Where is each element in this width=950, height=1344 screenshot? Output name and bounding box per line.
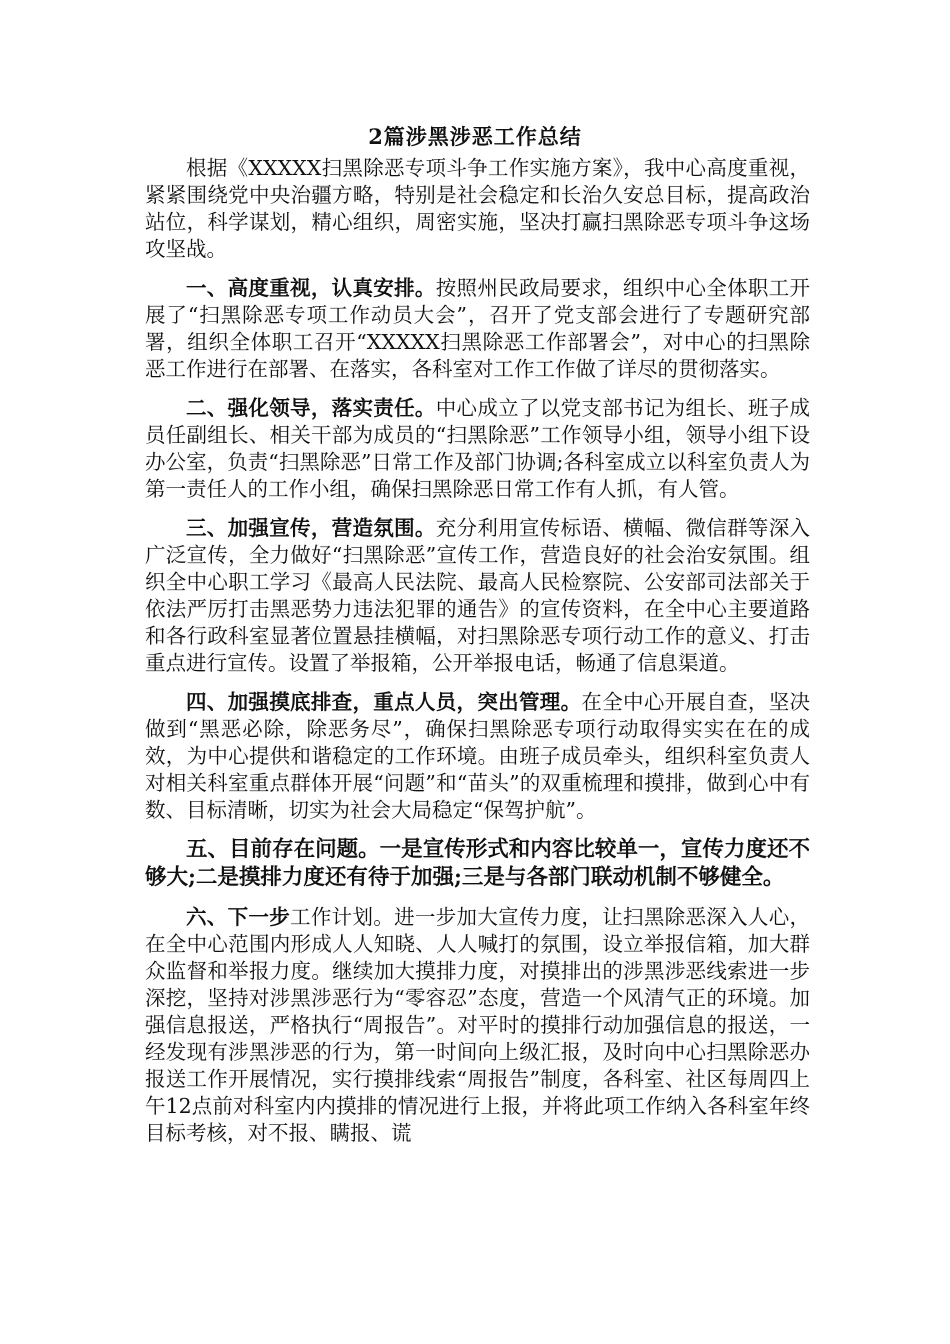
section-6-text: 工作计划。进一步加大宣传力度，让扫黑除恶深入人心，在全中心范围内形成人人知晓、人人喊打的氛围，设立举报信箱，加大群众监督和举报力度。继续加大摸排力度，对摸排出的涉黑涉恶线索进一步深挖，坚持对涉黑涉恶行为“零容忍”态度，营造一个风清气正的环境。加强信息报送，严格执行“周报告”。对平时的摸排行动加强信息的报送，一经发现有涉黑涉恶的行为，第一时间向上级汇报，及时向中心扫黑除恶办报送工作开展情况，实行摸排线索“周报告”制度，各科室、社区每周四上午12点前对科室内内摸排的情况进行上报，并将此项工作纳入各科室年终目标考核，对不报、瞒报、谎 [145,905,811,1145]
section-1-text: 按照州民政局要求，组织中心全体职工开展了“扫黑除恶专项工作动员大会”，召开了党支部会进行了专题研究部署，组织全体职工召开“XXXXX扫黑除恶工作部署会”，对中心的扫黑除恶工作进行在部署、在落实，各科室对工作工作做了详尽的贯彻落实。 [145,276,811,381]
section-2-paragraph [145,395,810,503]
document-title: 2篇涉黑涉恶工作总结 [368,124,582,149]
section-1-heading: 一、高度重视，认真安排。 [186,276,436,300]
section-3-text: 充分利用宣传标语、横幅、微信群等深入广泛宣传，全力做好“扫黑除恶”宣传工作，营造良好的社会治安氛围。组织全中心职工学习《最高人民法院、最高人民检察院、公安部司法部关于依法严厉打击黑恶势力违法犯罪的通告》的宣传资料，在全中心主要道路和各行政科室显著位置悬挂横幅，对扫黑除恶专项行动工作的意义、打击重点进行宣传。设置了举报箱，公开举报电话，畅通了信息渠道。 [145,516,811,675]
section-3-paragraph [145,515,810,677]
section-5-paragraph [145,836,810,892]
section-5-heading: 五、目前存在问题。 [186,837,380,862]
section-6-heading: 六、下一步 [186,905,291,929]
section-3-heading: 三、加强宣传，营造氛围。 [186,516,436,540]
section-6-paragraph [145,904,810,1147]
section-5-text: 一是宣传形式和内容比较单一，宣传力度还不够大;二是摸排力度还有待于加强;三是与各部门联动机制不够健全。 [145,837,810,890]
intro-paragraph: 根据《XXXXX扫黑除恶专项斗争工作实施方案》，我中心高度重视，紧紧围绕党中央治疆方略，特别是社会稳定和长治久安总目标，提高政治站位，科学谋划，精心组织，周密实施，坚决打赢扫黑除恶专项斗争这场攻坚战。 [145,156,810,261]
section-2-heading: 二、强化领导，落实责任。 [186,396,436,420]
section-4-heading: 四、加强摸底排查，重点人员，突出管理。 [186,690,582,714]
section-1-paragraph [145,275,810,383]
section-2-text: 中心成立了以党支部书记为组长、班子成员任副组长、相关干部为成员的“扫黑除恶”工作领导小组，领导小组下设办公室，负责“扫黑除恶”日常工作及部门协调;各科室成立以科室负责人为第一责任人的工作小组，确保扫黑除恶日常工作有人抓，有人管。 [145,396,811,501]
section-4-paragraph [145,689,810,824]
section-4-text: 在全中心开展自查，坚决做到“黑恶必除，除恶务尽”，确保扫黑除恶专项行动取得实实在在的成效，为中心提供和谐稳定的工作环境。由班子成员牵头，组织科室负责人对相关科室重点群体开展“问题”和“苗头”的双重梳理和摸排，做到心中有数、目标清晰，切实为社会大局稳定“保驾护航”。 [145,690,811,822]
document-body [145,155,810,1159]
